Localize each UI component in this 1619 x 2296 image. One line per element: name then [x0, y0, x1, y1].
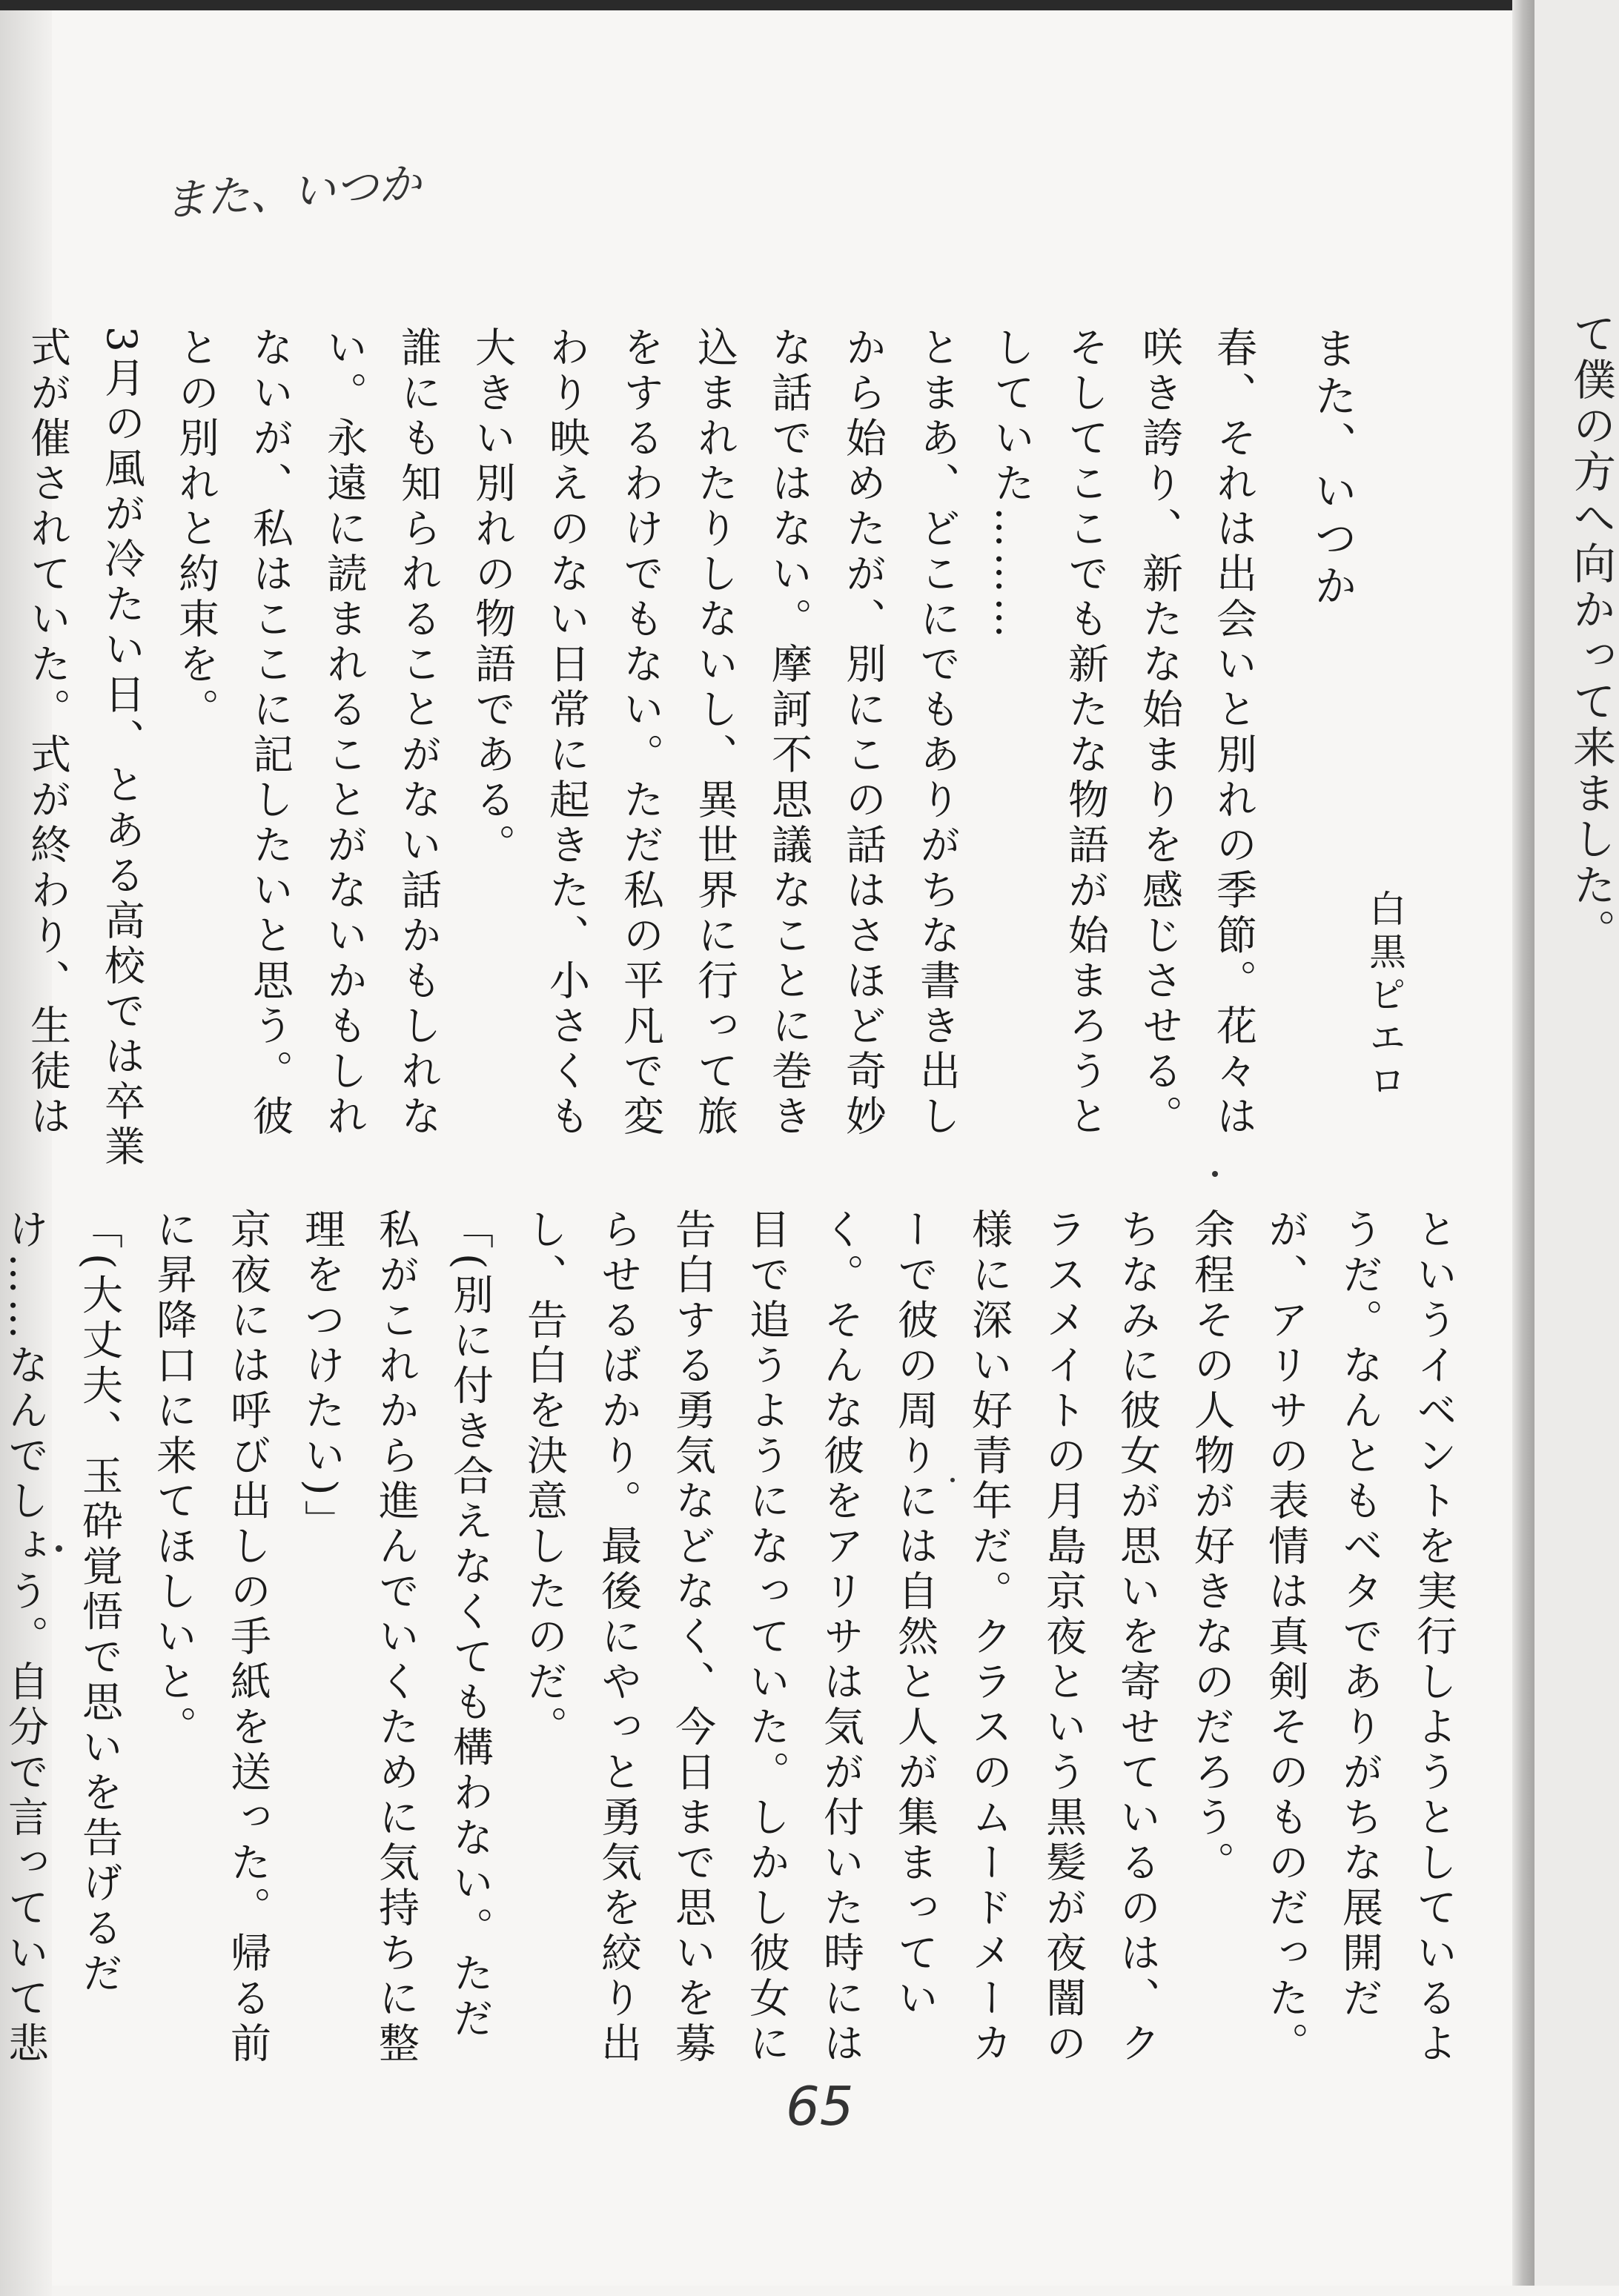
paragraph: 誰にも知られることがない話かもしれない。永遠に読まれることがないかもしれないが、私はここに記したいと思う。彼との別れと約束を。 [172, 326, 442, 1140]
ink-speck [56, 1545, 62, 1552]
paragraph: 春、それは出会いと別れの季節。花々は咲き誇り、新たな始まりを感じさせる。そしてここでも新たな物語が始まろうとしていた……… [987, 326, 1257, 1140]
paragraph: 「(大丈夫、玉砕覚悟で思いを告げるだけ……なんでしょう。自分で言っていて悲 [1, 1208, 123, 2067]
book-gutter [1512, 0, 1534, 2286]
lower-text-block [0, 1208, 1471, 2068]
story-author: 白黒ピエロ [1363, 889, 1406, 1104]
paragraph: 3月の風が冷たい日、とある高校では卒業式が催されていた。式が終わり、生徒は [24, 326, 145, 1170]
paragraph: とまあ、どこにでもありがちな書き出しから始めたが、別にこの話はさほど奇妙な話ではない。摩訶不思議なことに巻き込まれたりしないし、異世界に行って旅をするわけでもない。ただ私の平凡で変わり映えのない日常に起きた、小さくも大きい別れの物語である。 [469, 326, 961, 1140]
paragraph: 京夜には呼び出しの手紙を送った。帰る前に昇降口に来てほしいと。 [150, 1208, 271, 2067]
story-title: また、いつか [1307, 326, 1357, 611]
paragraph: ちなみに彼女が思いを寄せているのは、クラスメイトの月島京夜という黒髪が夜闇の様に深い好青年だ。クラスのムードメーカーで彼の周りには自然と人が集まっていく。そんな彼をアリサは気が付いた時には目で追うようになっていた。しかし彼女に告白する勇気などなく、今日まで思いを募らせるばかり。最後にやっと勇気を絞り出し、告白を決意したのだ。 [520, 1208, 1161, 2067]
ink-speck [950, 1478, 955, 1482]
paragraph: というイベントを実行しようとしているようだ。なんともベタでありがちな展開だが、アリサの表情は真剣そのものだった。余程その人物が好きなのだろう。 [1188, 1208, 1457, 2067]
paragraph: 「(別に付き合えなくても構わない。ただ私がこれから進んでいくために気持ちに整理をつけたい)」 [298, 1208, 494, 2067]
adjacent-page-text: て僕の方へ向かって来ました。 [1566, 311, 1616, 955]
handwritten-note: また、いつか [162, 157, 423, 227]
page-number: 65 [786, 2075, 854, 2137]
upper-text-block [0, 326, 1271, 1171]
ink-speck [1212, 1171, 1218, 1177]
